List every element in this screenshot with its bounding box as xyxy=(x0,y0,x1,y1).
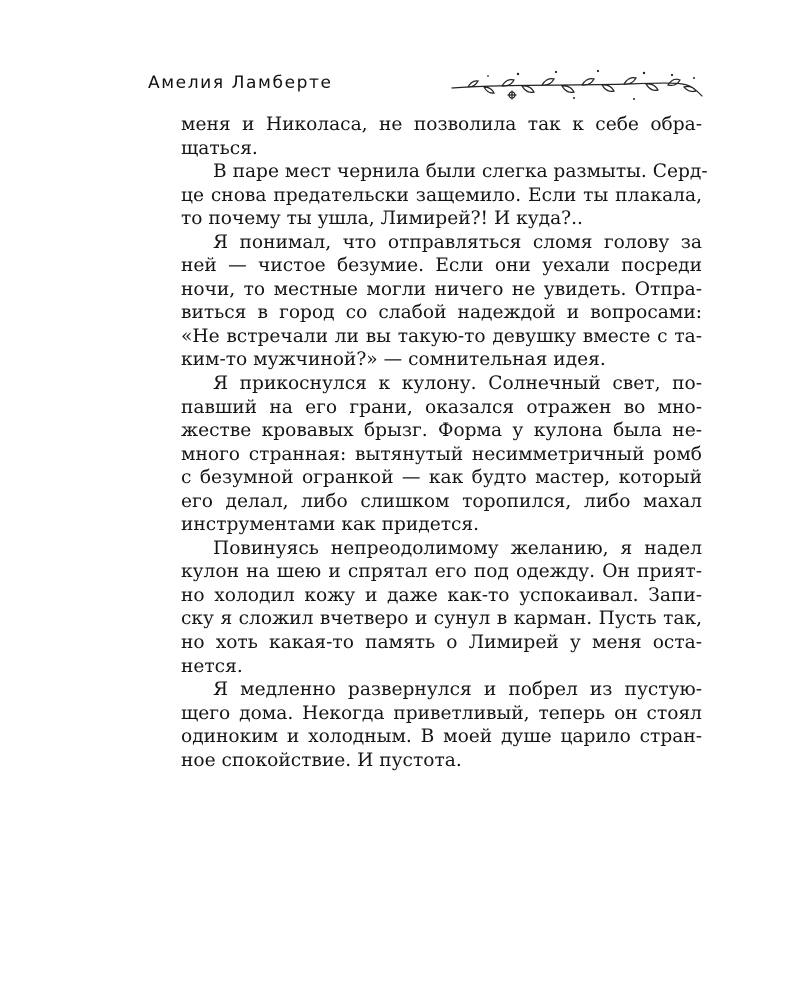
running-head-author: Амелия Ламберте xyxy=(148,73,333,93)
paragraph-2 xyxy=(149,160,708,231)
text-line: много странная: вытянутый несимметричный ромб xyxy=(181,443,702,465)
text-line: щего дома. Некогда приветливый, теперь он стоял xyxy=(181,702,702,724)
text-line: це снова предательски защемило. Если ты плакала, xyxy=(181,184,702,206)
text-line: ночи, то местные могли ничего не увидеть. Отпра- xyxy=(181,278,702,300)
text-line: виться в город со слабой надеждой и вопросами: xyxy=(181,302,702,324)
text-line: «Не встречали ли вы такую-то девушку вместе с та- xyxy=(181,325,702,347)
text-line: но хоть какая-то память о Лимирей у меня оста- xyxy=(181,632,702,654)
text-line: Повинуясь непреодолимому желанию, я надел xyxy=(213,537,702,559)
text-line: Я медленно развернулся и побрел из пустую- xyxy=(213,679,702,701)
text-line: ким-то мужчиной?» — сомнительная идея. xyxy=(181,349,606,371)
text-line: ску я сложил вчетверо и сунул в карман. Пусть так, xyxy=(181,608,702,630)
text-line: ное спокойствие. И пустота. xyxy=(181,749,462,771)
body-text xyxy=(149,113,708,772)
laurel-vine-ornament-icon xyxy=(448,66,706,106)
text-line: кулон на шею и спрятал его под одежду. Он прият- xyxy=(181,561,702,583)
text-line: щаться. xyxy=(181,137,258,159)
text-line: одиноким и холодным. В моей душе царило стран- xyxy=(181,726,702,748)
text-line: Я прикоснулся к кулону. Солнечный свет, по- xyxy=(213,373,702,395)
text-line: меня и Николаса, не позволила так к себе обра- xyxy=(181,114,702,135)
text-line: жестве кровавых брызг. Форма у кулона была не- xyxy=(181,420,702,442)
paragraph-5 xyxy=(149,537,702,678)
text-line: Я понимал, что отправляться сломя голову за xyxy=(213,231,702,253)
text-line: но холодил кожу и даже как-то успокаивал. Запи- xyxy=(181,584,702,606)
paragraph-6 xyxy=(149,678,702,772)
text-line: нется. xyxy=(181,655,243,677)
paragraph-1 xyxy=(149,113,702,160)
paragraph-4 xyxy=(149,372,702,537)
text-line: с безумной огранкой — как будто мастер, который xyxy=(181,467,702,489)
text-line: инструментами как придется. xyxy=(181,514,480,536)
text-line: то почему ты ушла, Лимирей?! И куда?.. xyxy=(181,208,583,230)
paragraph-3 xyxy=(149,231,702,372)
text-line: павший на его грани, оказался отражен во мно- xyxy=(181,396,702,418)
text-line: его делал, либо слишком торопился, либо махал xyxy=(181,490,702,512)
text-line: В паре мест чернила были слегка размыты. Серд- xyxy=(213,161,708,183)
text-line: ней — чистое безумие. Если они уехали посреди xyxy=(181,255,702,277)
